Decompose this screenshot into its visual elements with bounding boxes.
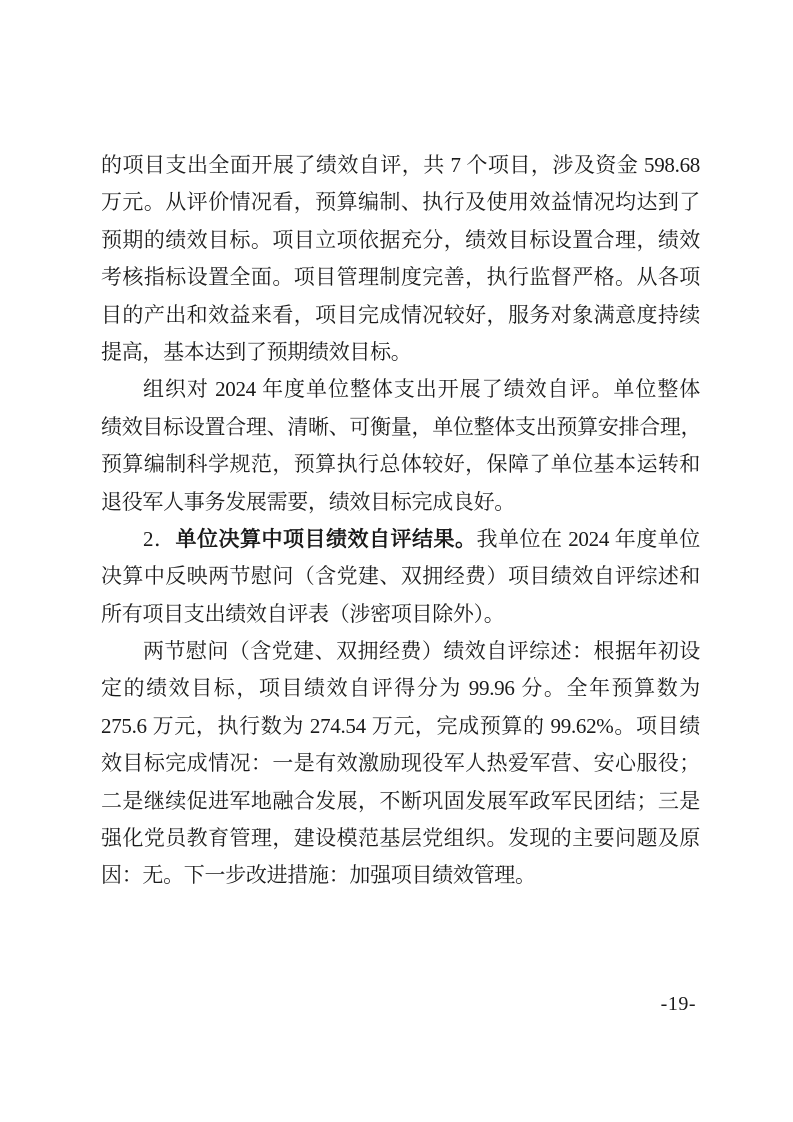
paragraph-line: 强化党员教育管理，建设模范基层党组织。发现的主要问题及原 — [101, 826, 700, 851]
paragraph-line: 万元。从评价情况看，预算编制、执行及使用效益情况均达到了 — [101, 190, 700, 215]
paragraph-line: 二是继续促进军地融合发展，不断巩固发展军政军民团结；三是 — [101, 788, 700, 813]
paragraph-line: 组织对 2024 年度单位整体支出开展了绩效自评。单位整体 — [143, 377, 700, 402]
heading-rest-text: 我单位在 2024 年度单位 — [476, 526, 700, 551]
run-in-heading: 单位决算中项目绩效自评结果。 — [175, 526, 477, 551]
paragraph-line: 预算编制科学规范，预算执行总体较好，保障了单位基本运转和 — [101, 452, 700, 477]
paragraph-line: 的项目支出全面开展了绩效自评，共 7 个项目，涉及资金 598.68 — [101, 153, 700, 177]
paragraph-line: 所有项目支出绩效自评表（涉密项目除外）。 — [101, 601, 505, 626]
page-number: -19- — [660, 993, 696, 1015]
paragraph-line: 定的绩效目标，项目绩效自评得分为 99.96 分。全年预算数为 — [101, 676, 700, 701]
paragraph-line: 275.6 万元，执行数为 274.54 万元，完成预算的 99.62%。项目绩 — [101, 713, 700, 738]
paragraph-line: 退役军人事务发展需要，绩效目标完成良好。 — [101, 489, 515, 514]
paragraph-line: 考核指标设置全面。项目管理制度完善，执行监督严格。从各项 — [101, 265, 700, 290]
paragraph-line: 两节慰问（含党建、双拥经费）绩效自评综述：根据年初设 — [143, 639, 700, 664]
paragraph-line: 目的产出和效益来看，项目完成情况较好，服务对象满意度持续 — [101, 302, 700, 327]
paragraph-line: 效目标完成情况：一是有效激励现役军人热爱军营、安心服役； — [101, 751, 700, 776]
paragraph-line: 提高，基本达到了预期绩效目标。 — [101, 339, 412, 364]
paragraph-line: 因：无。下一步改进措施：加强项目绩效管理。 — [101, 863, 536, 888]
paragraph-line: 决算中反映两节慰问（含党建、双拥经费）项目绩效自评综述和 — [101, 564, 700, 589]
document-body — [101, 147, 700, 895]
paragraph-line: 预期的绩效目标。项目立项依据充分，绩效目标设置合理，绩效 — [101, 227, 700, 252]
heading-line — [101, 521, 700, 558]
paragraph-line: 绩效目标设置合理、清晰、可衡量，单位整体支出预算安排合理， — [101, 414, 702, 439]
list-number: 2． — [143, 526, 176, 551]
